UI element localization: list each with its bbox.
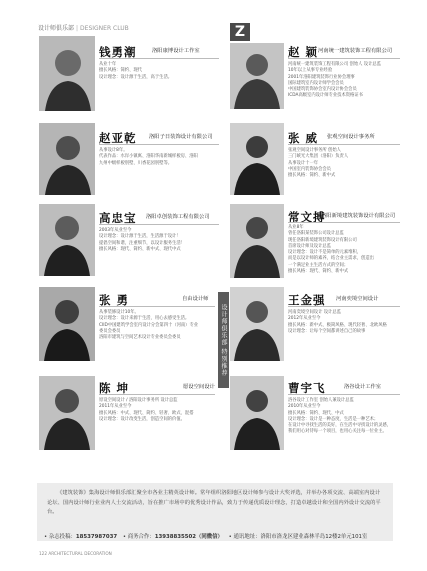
bio-line: 委员会委员 — [99, 328, 121, 334]
designer-photo — [230, 43, 284, 109]
divider — [99, 144, 219, 145]
bio-line: 中国建筑装饰协会室内设计协会会员 — [288, 87, 357, 93]
bio-line: 擅长风格：简约、现代、中式 — [288, 410, 344, 416]
bio-line: 2010年从业至今 — [288, 404, 321, 410]
bio-line: 2012年从业至今 — [288, 316, 321, 322]
designer-bio — [99, 228, 185, 253]
designer-company: 洛阳康博设计工作室 — [152, 48, 200, 54]
divider — [288, 58, 400, 59]
designer-name: 张 威 — [288, 131, 319, 145]
bio-line: 擅长风格：简约、现代 — [99, 68, 142, 74]
designer-name: 张 勇 — [99, 293, 130, 307]
designer-company: 河南奕境空间设计 — [336, 296, 379, 302]
divider — [288, 222, 400, 223]
designer-company: 洛阳卓创装饰工程有限公司 — [146, 214, 210, 220]
bio-line: 而是以设计师的素养，结合业主需求，创造出 — [288, 256, 374, 262]
section-category: 设计师俱乐部 — [38, 25, 75, 32]
bio-line: 河南统一建筑装饰工程有限公司 创始人 设计总监 — [288, 62, 381, 67]
designer-name: 高忠宝 — [99, 211, 137, 225]
designer-company: 河南统一建筑装饰工程有限公司 — [318, 48, 393, 54]
designer-name: 赵 颖 — [288, 45, 319, 59]
bio-line: 现任洛阳新境建筑装饰设计有限公司 — [288, 237, 357, 243]
bio-line: 从业8年 — [288, 225, 304, 230]
divider — [99, 58, 219, 59]
designer-photo — [230, 376, 284, 450]
divider — [99, 306, 215, 307]
designer-bio — [288, 148, 348, 179]
bio-line: 设计理念：设计是一种态度，生活是一种艺术； — [288, 416, 379, 422]
designer-bio — [288, 225, 374, 275]
designer-company: 洛谷设计工作室 — [344, 384, 382, 390]
designer-photo — [39, 36, 95, 111]
bio-line: 洛阳市建筑与空间艺术设计专业委员会委员 — [99, 335, 181, 341]
letter-badge: Z — [230, 23, 250, 41]
designer-name: 王金强 — [288, 293, 326, 307]
designer-company: 愿设空间设计 — [183, 384, 215, 390]
bio-line: 从事装修设计10年。 — [99, 310, 139, 315]
designer-company: 洛阳新境建筑装饰设计有限公司 — [321, 213, 396, 219]
business-phone: 13938835502（同微信） — [154, 534, 223, 540]
bio-line: 中国室内装饰协会会员 — [288, 166, 331, 172]
designer-name: 陈 坤 — [99, 381, 130, 395]
designer-bio — [288, 398, 391, 436]
bio-line: 我们用心对待每一个项目，也用心关注每一位业主。 — [288, 429, 387, 435]
bio-line: 设计理念：设计不是简单的元素堆积， — [288, 250, 362, 256]
bio-line: 2011年从业至今 — [99, 404, 132, 410]
bio-line: 2003年从业至今 — [99, 228, 132, 233]
section-header: 设计师俱乐部 | DESIGNER CLUB — [38, 25, 129, 32]
designer-photo — [39, 204, 95, 276]
bio-line: 擅长风格：中式、现代、简约、轻奢、欧式、混搭 — [99, 410, 194, 416]
bio-line: 擅长风格：新中式、极简风格、现代轻奢、北欧风格 — [288, 322, 387, 328]
bio-line: 在设计中寻找生活的美好，在生活中寻找设计的灵感， — [288, 423, 392, 429]
bio-line: 首席设计师及设计总监 — [288, 243, 331, 249]
designer-bio — [99, 398, 194, 423]
vertical-banner: 设计师俱乐部 特别推荐 — [218, 292, 229, 388]
designer-name: 赵亚乾 — [99, 131, 137, 145]
bio-line: 三门峡光大集团（洛阳）负责人 — [288, 154, 349, 160]
bio-line: 擅长风格：现代、简约、新中式 — [288, 269, 349, 275]
bio-line: 设计理念：设计改变生活，创造空间的价值。 — [99, 416, 185, 422]
bio-line: 代表作品：水岸小镇寓、洛阳华南新城样板房、洛阳 — [99, 154, 198, 160]
bio-line: 擅长风格：简约、新中式 — [288, 173, 336, 179]
contact-line — [44, 532, 367, 540]
designer-name: 曹宇飞 — [288, 381, 326, 395]
designer-photo — [230, 123, 284, 195]
bio-line: 张观空间设计事务所 创始人 — [288, 148, 341, 153]
bio-line: 洛谷设计工作室 创始人兼设计总监 — [288, 398, 354, 403]
designer-bio — [99, 62, 172, 81]
designer-photo — [39, 123, 95, 195]
bio-line: 10年以上从事专业经验 — [288, 68, 333, 74]
designer-photo — [230, 287, 284, 361]
designer-photo — [230, 204, 284, 278]
address-label: • 通讯地址： — [228, 534, 261, 540]
divider — [99, 394, 215, 395]
page-number: 122 ARCHITECTURAL DECORATION — [39, 551, 112, 556]
bio-line: 从业十年 — [99, 62, 117, 67]
designer-bio — [99, 310, 198, 341]
bio-line: 从事设计十一年 — [288, 160, 319, 166]
bio-line: 原设空间设计 / 洛阳设计事务所 设计总监 — [99, 398, 178, 403]
designer-name: 钱勇潮 — [99, 45, 137, 59]
designer-photo — [39, 376, 95, 450]
designer-bio — [99, 148, 198, 167]
bio-line: 国际建筑室内设计师学会会员 — [288, 80, 344, 86]
bio-line: 设计理念：设计源于生活，高于生活。 — [99, 74, 173, 80]
bio-line: 从事设计8年。 — [99, 148, 128, 153]
business-label: • 商务合作： — [122, 534, 155, 540]
divider — [99, 224, 219, 225]
bio-line: 曾任洛阳某装饰公司设计总监 — [288, 231, 344, 237]
divider — [288, 394, 400, 395]
submission-label: • 杂志投稿： — [44, 534, 76, 540]
address-value: 洛阳市洛龙区建业森林半岛12楼2单元101室 — [260, 534, 368, 540]
submission-phone: 18537987037 — [75, 534, 118, 540]
designer-company: 洛阳子日装饰设计有限公司 — [149, 134, 213, 140]
designer-photo — [39, 287, 95, 361]
bio-line: 提倡空间和谐，注重细节，以设计服务生活！ — [99, 240, 185, 246]
bio-line: 设计理念：让每个空间都讲述自己的故事 — [288, 328, 366, 334]
divider — [288, 306, 400, 307]
bio-line: 河南奕境空间设计 设计总监 — [288, 310, 341, 315]
bio-line: 设计理念：设计来源于生活，用心去感受生活。 — [99, 316, 190, 322]
bio-line: 设计理念：设计源于生活，生活源于设计！ — [99, 234, 181, 240]
designer-bio — [288, 62, 381, 100]
club-intro: 《建筑装饰》集海设计师俱乐部汇聚全市各业主精英设计师。常年组织洛阳地区设计师参与设计大奖评选，并举办各项交流、高端室内设计论坛、国内设计师行业业内人士交流活动，旨在推广市场中的优秀设计作品，致力于传递优质设计理念，打造卓越设计和全国内外设计交流的平台。 — [47, 490, 381, 516]
bio-line: 2001年洛阳建筑装饰行业协会理事 — [288, 74, 355, 80]
bio-line: 擅长风格：现代、简约、新中式、现代中式 — [99, 246, 181, 252]
section-category-en: DESIGNER CLUB — [80, 25, 129, 32]
designer-company: 张观空间设计事务所 — [327, 134, 375, 140]
bio-line: CIID中国建筑学会室内设计分会第四十（河南）专业 — [99, 322, 199, 328]
bio-line: ICDA高级室内设计师专业技术资格证书 — [288, 93, 363, 99]
divider — [288, 144, 400, 145]
bio-line: 九州中级样板别墅、川香花园别墅等。 — [99, 160, 173, 166]
designer-name: 常文搏 — [288, 210, 326, 224]
designer-bio — [288, 310, 387, 335]
bio-line: 一个满足业主生活方式的空间； — [288, 262, 349, 268]
designer-company: 自由设计师 — [182, 296, 209, 302]
